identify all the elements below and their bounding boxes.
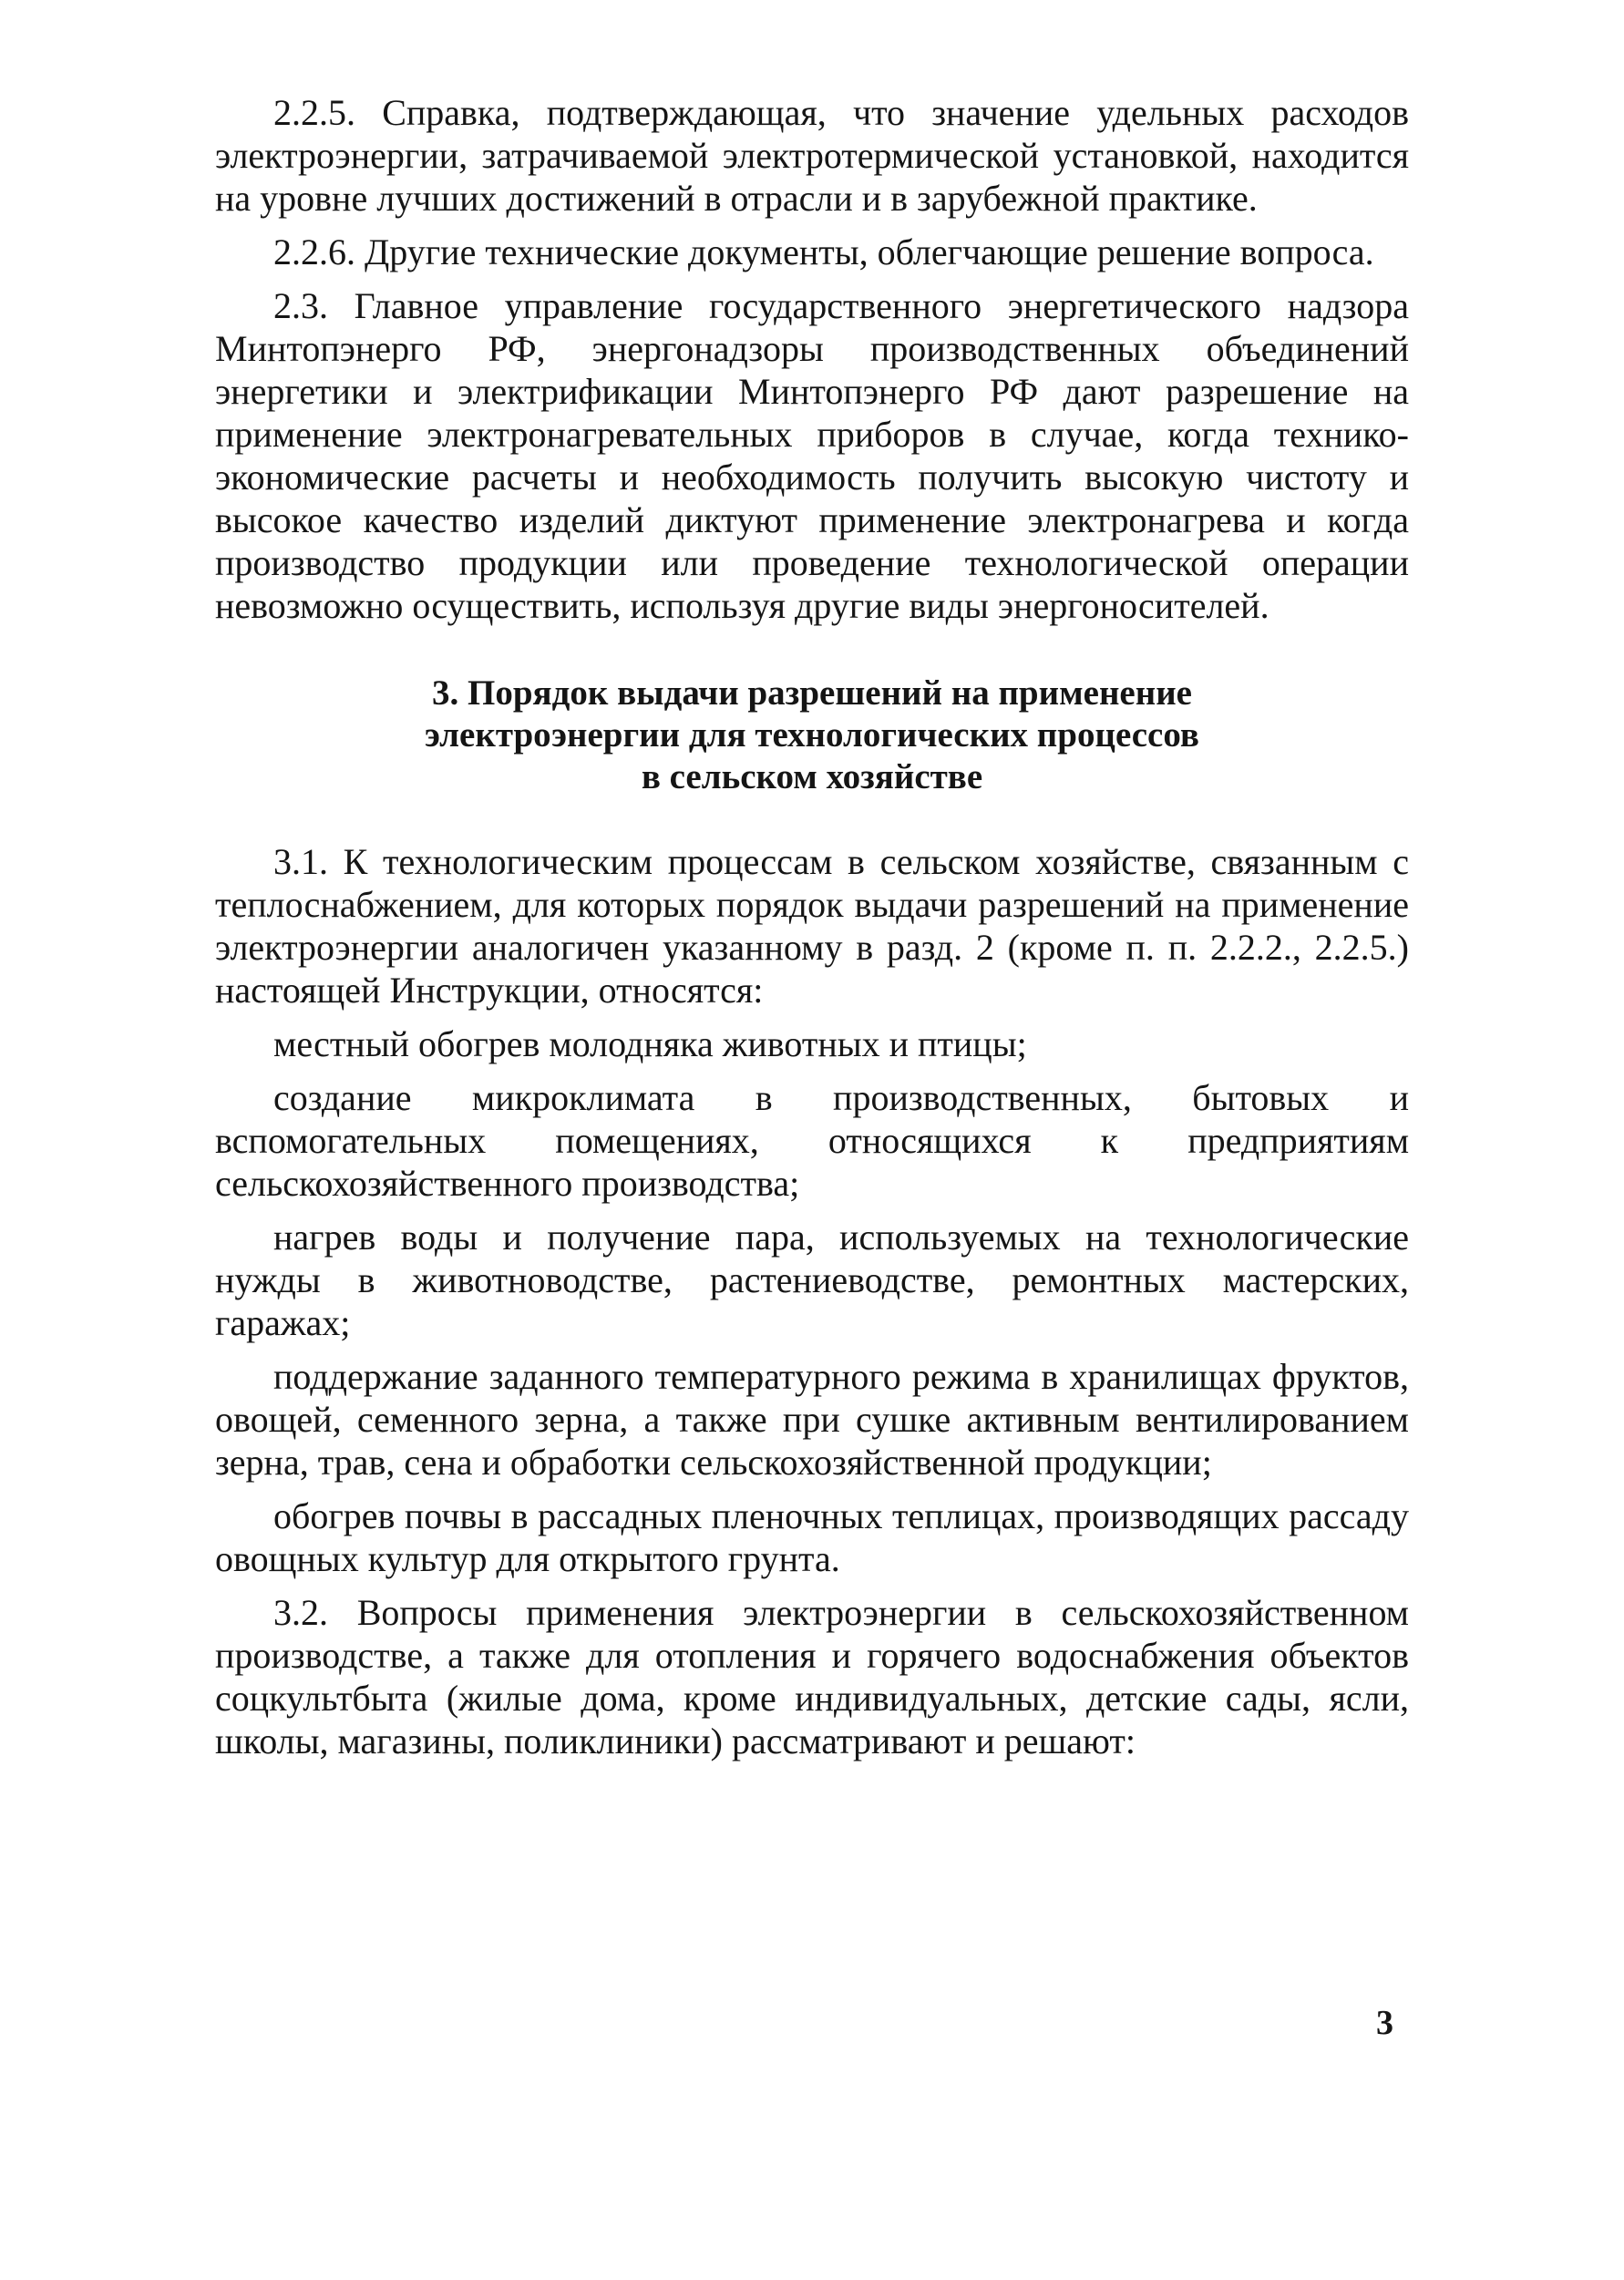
list-item-water-heating: нагрев воды и получение пара, используемых на технологические нужды в животноводстве, растениеводстве, ремонтных мастерских, гаражах; <box>215 1217 1409 1343</box>
section-heading-line-3: в сельском хозяйстве <box>641 757 983 796</box>
paragraph-3-2: 3.2. Вопросы применения электроэнергии в сельскохозяйственном производстве, а также для отопления и горячего водоснабжения объектов соцкультбыта (жилые дома, кроме индивидуальных, детские сады, ясли, школы, магазины, поликлиники) рассматривают и решают: <box>215 1592 1409 1761</box>
list-item-soil-heating: обогрев почвы в рассадных пленочных теплицах, производящих рассаду овощных культур для открытого грунта. <box>215 1495 1409 1579</box>
paragraph-3-1: 3.1. К технологическим процессам в сельском хозяйстве, связанным с теплоснабжением, для которых порядок выдачи разрешений на применение электроэнергии аналогичен указанному в разд. 2 (кроме п. п. 2.2.2., 2.2.5.) настоящей Инструкции, относятся: <box>215 841 1409 1011</box>
paragraph-2-2-5: 2.2.5. Справка, подтверждающая, что значение удельных расходов электроэнергии, затрачиваемой электротермической установкой, находится на уровне лучших достижений в отрасли и в зарубежной практике. <box>215 92 1409 219</box>
page-number: 3 <box>1376 2004 1393 2042</box>
section-3-heading <box>215 673 1409 798</box>
paragraph-2-3: 2.3. Главное управление государственного энергетического надзора Минтопэнерго РФ, энергонадзоры производственных объединений энергетики и электрификации Минтопэнерго РФ дают разрешение на применение электронагревательных приборов в случае, когда технико-экономические расчеты и необходимость получить высокую чистоту и высокое качество изделий диктуют применение электронагрева и когда производство продукции или проведение технологической операции невозможно осуществить, используя другие виды энергоносителей. <box>215 285 1409 626</box>
paragraph-2-2-6: 2.2.6. Другие технические документы, облегчающие решение вопроса. <box>273 231 1374 272</box>
list-item-storage-temperature: поддержание заданного температурного режима в хранилищах фруктов, овощей, семенного зерна, а также при сушке активным вентилированием зерна, трав, сена и обработки сельскохозяйственной продукции; <box>215 1356 1409 1483</box>
document-page <box>215 91 1409 1773</box>
list-item-microclimate: создание микроклимата в производственных, бытовых и вспомогательных помещениях, относящихся к предприятиям сельскохозяйственного производства; <box>215 1077 1409 1204</box>
list-item-local-heating: местный обогрев молодняка животных и птицы; <box>273 1023 1027 1064</box>
section-heading-line-1: 3. Порядок выдачи разрешений на применение <box>432 673 1192 713</box>
section-heading-line-2: электроэнергии для технологических процессов <box>425 715 1199 755</box>
